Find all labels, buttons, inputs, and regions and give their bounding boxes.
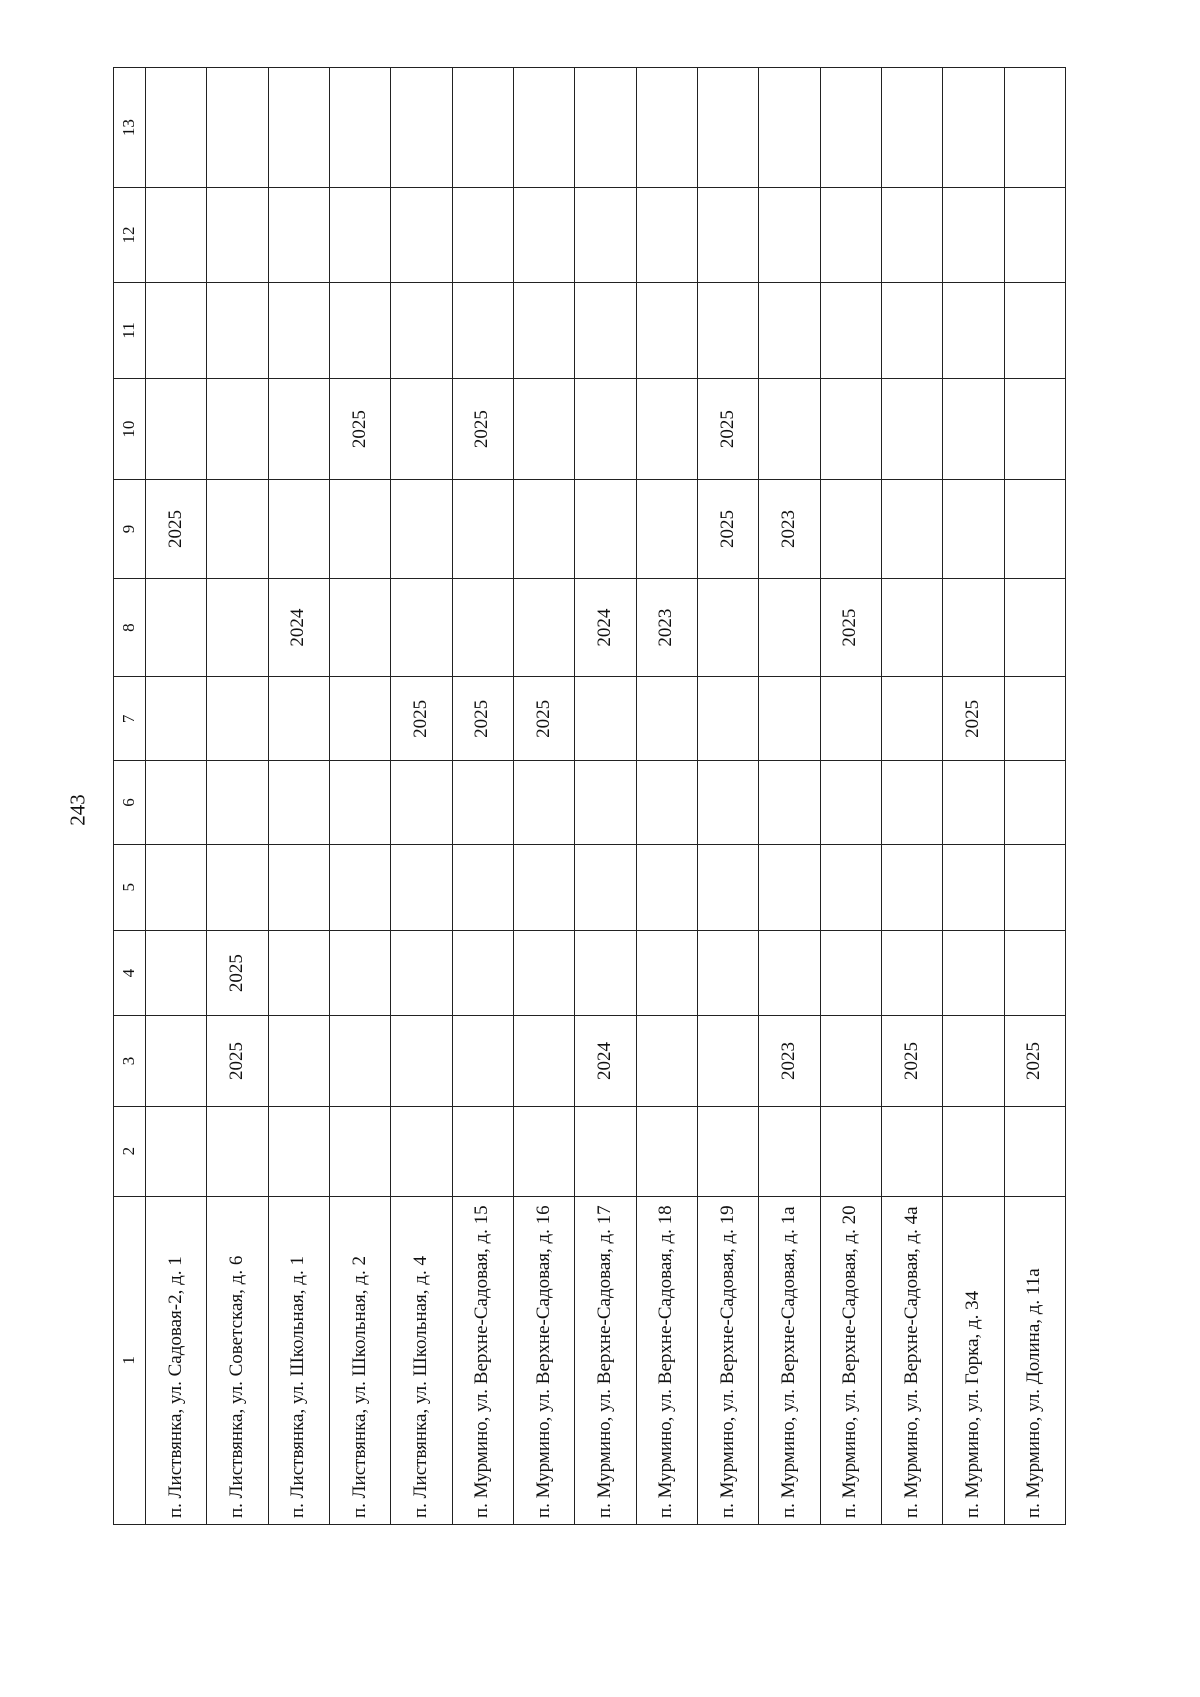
address-cell: п. Мурмино, ул. Верхне-Садовая, д. 19 xyxy=(697,1196,758,1524)
year-cell xyxy=(820,282,881,379)
year-cell xyxy=(207,761,268,845)
year-cell xyxy=(881,68,942,188)
year-cell xyxy=(1004,68,1065,188)
year-cell xyxy=(391,1016,452,1106)
year-cell xyxy=(207,1106,268,1196)
year-cell: 2025 xyxy=(452,379,513,480)
address-cell: п. Мурмино, ул. Долина, д. 11а xyxy=(1004,1196,1065,1524)
year-cell xyxy=(207,68,268,188)
year-cell xyxy=(820,188,881,282)
year-cell xyxy=(207,282,268,379)
year-cell xyxy=(759,761,820,845)
year-cell xyxy=(1004,677,1065,761)
year-cell xyxy=(452,761,513,845)
year-cell xyxy=(759,1106,820,1196)
year-cell xyxy=(759,677,820,761)
year-cell xyxy=(146,379,207,480)
address-cell: п. Листвянка, ул. Советская, д. 6 xyxy=(207,1196,268,1524)
table-row xyxy=(759,68,820,1525)
year-cell xyxy=(575,188,636,282)
year-cell xyxy=(329,1106,390,1196)
year-cell xyxy=(207,844,268,930)
year-cell xyxy=(881,677,942,761)
year-cell: 2025 xyxy=(207,1016,268,1106)
year-cell: 2023 xyxy=(759,480,820,579)
year-cell xyxy=(575,677,636,761)
year-cell xyxy=(697,1016,758,1106)
year-cell xyxy=(697,68,758,188)
year-cell xyxy=(943,282,1004,379)
year-cell xyxy=(268,1106,329,1196)
year-cell xyxy=(1004,1106,1065,1196)
year-cell xyxy=(452,578,513,677)
year-cell xyxy=(636,188,697,282)
year-cell xyxy=(1004,480,1065,579)
year-cell xyxy=(697,930,758,1016)
year-cell xyxy=(268,480,329,579)
year-cell xyxy=(1004,188,1065,282)
year-cell xyxy=(943,578,1004,677)
year-cell xyxy=(268,188,329,282)
year-cell xyxy=(207,379,268,480)
year-cell xyxy=(881,578,942,677)
year-cell xyxy=(452,844,513,930)
year-cell xyxy=(268,930,329,1016)
year-cell xyxy=(513,282,574,379)
year-cell xyxy=(943,480,1004,579)
year-cell: 2025 xyxy=(452,677,513,761)
year-cell xyxy=(268,761,329,845)
year-cell: 2024 xyxy=(268,578,329,677)
year-cell xyxy=(943,844,1004,930)
year-cell xyxy=(820,480,881,579)
year-cell xyxy=(268,1016,329,1106)
year-cell xyxy=(697,578,758,677)
year-cell xyxy=(575,68,636,188)
year-cell xyxy=(513,578,574,677)
year-cell xyxy=(820,677,881,761)
table-row xyxy=(697,68,758,1525)
year-cell xyxy=(820,1016,881,1106)
column-header: 11 xyxy=(114,282,146,379)
table-row xyxy=(636,68,697,1525)
year-cell xyxy=(575,379,636,480)
year-cell xyxy=(207,578,268,677)
table-row xyxy=(391,68,452,1525)
year-cell xyxy=(943,761,1004,845)
year-cell xyxy=(207,188,268,282)
year-cell xyxy=(759,930,820,1016)
year-cell xyxy=(881,379,942,480)
year-cell xyxy=(329,480,390,579)
year-cell: 2024 xyxy=(575,1016,636,1106)
year-cell xyxy=(575,761,636,845)
year-cell xyxy=(452,188,513,282)
year-cell xyxy=(146,68,207,188)
year-cell xyxy=(207,677,268,761)
year-cell xyxy=(146,761,207,845)
year-cell xyxy=(575,480,636,579)
year-cell xyxy=(1004,578,1065,677)
year-cell xyxy=(268,677,329,761)
year-cell xyxy=(820,930,881,1016)
year-cell xyxy=(513,379,574,480)
year-cell xyxy=(452,930,513,1016)
year-cell xyxy=(391,188,452,282)
year-cell xyxy=(146,1016,207,1106)
table-row xyxy=(1004,68,1065,1525)
year-cell xyxy=(391,379,452,480)
year-cell xyxy=(513,844,574,930)
year-cell xyxy=(820,68,881,188)
year-cell xyxy=(636,480,697,579)
year-cell xyxy=(636,930,697,1016)
year-cell xyxy=(636,677,697,761)
year-cell: 2025 xyxy=(146,480,207,579)
year-cell xyxy=(759,188,820,282)
year-cell xyxy=(820,844,881,930)
year-cell xyxy=(881,282,942,379)
year-cell xyxy=(329,282,390,379)
year-cell xyxy=(452,480,513,579)
year-cell: 2025 xyxy=(513,677,574,761)
year-cell xyxy=(943,1016,1004,1106)
year-cell xyxy=(268,379,329,480)
address-cell: п. Листвянка, ул. Школьная, д. 4 xyxy=(391,1196,452,1524)
address-cell: п. Листвянка, ул. Школьная, д. 2 xyxy=(329,1196,390,1524)
table-row xyxy=(268,68,329,1525)
column-header: 7 xyxy=(114,677,146,761)
year-cell xyxy=(146,1106,207,1196)
year-cell xyxy=(329,930,390,1016)
table-row xyxy=(575,68,636,1525)
page-number: 243 xyxy=(65,794,90,826)
year-cell xyxy=(513,1106,574,1196)
year-cell xyxy=(146,677,207,761)
year-cell xyxy=(759,379,820,480)
year-cell xyxy=(943,68,1004,188)
year-cell xyxy=(513,1016,574,1106)
year-cell xyxy=(391,578,452,677)
address-cell: п. Листвянка, ул. Школьная, д. 1 xyxy=(268,1196,329,1524)
year-cell xyxy=(820,761,881,845)
table-row xyxy=(881,68,942,1525)
column-header: 8 xyxy=(114,578,146,677)
year-cell xyxy=(697,844,758,930)
year-cell xyxy=(329,1016,390,1106)
column-header: 2 xyxy=(114,1106,146,1196)
year-cell xyxy=(329,844,390,930)
year-cell xyxy=(636,844,697,930)
year-cell xyxy=(329,68,390,188)
table-row xyxy=(146,68,207,1525)
year-cell xyxy=(452,1106,513,1196)
year-cell xyxy=(268,68,329,188)
address-cell: п. Мурмино, ул. Верхне-Садовая, д. 1а xyxy=(759,1196,820,1524)
year-cell xyxy=(146,844,207,930)
year-cell xyxy=(697,282,758,379)
column-header-row xyxy=(114,68,146,1525)
column-header: 10 xyxy=(114,379,146,480)
year-cell xyxy=(697,761,758,845)
year-cell xyxy=(513,480,574,579)
column-header: 5 xyxy=(114,844,146,930)
year-cell xyxy=(881,188,942,282)
address-cell: п. Мурмино, ул. Верхне-Садовая, д. 16 xyxy=(513,1196,574,1524)
year-cell xyxy=(575,844,636,930)
column-header: 1 xyxy=(114,1196,146,1524)
year-cell xyxy=(1004,379,1065,480)
column-header: 13 xyxy=(114,68,146,188)
year-cell xyxy=(329,761,390,845)
address-cell: п. Мурмино, ул. Горка, д. 34 xyxy=(943,1196,1004,1524)
year-cell xyxy=(391,930,452,1016)
year-cell xyxy=(943,188,1004,282)
year-cell xyxy=(759,68,820,188)
year-cell xyxy=(820,379,881,480)
year-cell: 2025 xyxy=(820,578,881,677)
year-cell: 2023 xyxy=(759,1016,820,1106)
address-cell: п. Мурмино, ул. Верхне-Садовая, д. 20 xyxy=(820,1196,881,1524)
year-cell xyxy=(943,930,1004,1016)
year-cell xyxy=(636,68,697,188)
year-cell xyxy=(636,282,697,379)
schedule-table xyxy=(113,67,1066,1525)
year-cell xyxy=(1004,761,1065,845)
year-cell xyxy=(881,930,942,1016)
year-cell: 2025 xyxy=(207,930,268,1016)
year-cell xyxy=(1004,282,1065,379)
column-header: 3 xyxy=(114,1016,146,1106)
year-cell: 2025 xyxy=(329,379,390,480)
year-cell xyxy=(513,761,574,845)
column-header: 6 xyxy=(114,761,146,845)
year-cell xyxy=(575,282,636,379)
year-cell xyxy=(391,282,452,379)
address-cell: п. Мурмино, ул. Верхне-Садовая, д. 15 xyxy=(452,1196,513,1524)
year-cell xyxy=(452,282,513,379)
year-cell xyxy=(636,1016,697,1106)
year-cell xyxy=(697,1106,758,1196)
year-cell xyxy=(329,188,390,282)
year-cell xyxy=(391,1106,452,1196)
year-cell xyxy=(329,677,390,761)
year-cell: 2025 xyxy=(943,677,1004,761)
year-cell xyxy=(820,1106,881,1196)
schedule-table-wrapper xyxy=(113,67,1066,1525)
year-cell: 2025 xyxy=(391,677,452,761)
year-cell xyxy=(1004,930,1065,1016)
table-row xyxy=(943,68,1004,1525)
year-cell xyxy=(697,188,758,282)
year-cell xyxy=(513,188,574,282)
year-cell xyxy=(146,282,207,379)
year-cell xyxy=(207,480,268,579)
year-cell xyxy=(146,578,207,677)
year-cell xyxy=(575,930,636,1016)
year-cell xyxy=(391,844,452,930)
year-cell xyxy=(697,677,758,761)
year-cell xyxy=(268,844,329,930)
table-row xyxy=(452,68,513,1525)
year-cell xyxy=(146,930,207,1016)
column-header: 9 xyxy=(114,480,146,579)
year-cell xyxy=(391,480,452,579)
year-cell xyxy=(513,930,574,1016)
year-cell xyxy=(391,761,452,845)
year-cell xyxy=(881,1106,942,1196)
year-cell xyxy=(268,282,329,379)
table-row xyxy=(820,68,881,1525)
year-cell xyxy=(452,1016,513,1106)
table-row xyxy=(329,68,390,1525)
year-cell xyxy=(1004,844,1065,930)
year-cell xyxy=(881,480,942,579)
year-cell xyxy=(146,188,207,282)
year-cell: 2024 xyxy=(575,578,636,677)
year-cell xyxy=(452,68,513,188)
address-cell: п. Мурмино, ул. Верхне-Садовая, д. 4а xyxy=(881,1196,942,1524)
year-cell xyxy=(391,68,452,188)
year-cell xyxy=(759,844,820,930)
column-header: 12 xyxy=(114,188,146,282)
year-cell xyxy=(943,379,1004,480)
year-cell xyxy=(759,578,820,677)
year-cell: 2023 xyxy=(636,578,697,677)
table-row xyxy=(207,68,268,1525)
year-cell: 2025 xyxy=(697,480,758,579)
year-cell: 2025 xyxy=(1004,1016,1065,1106)
year-cell xyxy=(575,1106,636,1196)
address-cell: п. Мурмино, ул. Верхне-Садовая, д. 17 xyxy=(575,1196,636,1524)
column-header: 4 xyxy=(114,930,146,1016)
year-cell xyxy=(636,1106,697,1196)
year-cell xyxy=(881,844,942,930)
year-cell xyxy=(943,1106,1004,1196)
year-cell xyxy=(636,761,697,845)
year-cell xyxy=(759,282,820,379)
year-cell: 2025 xyxy=(697,379,758,480)
address-cell: п. Листвянка, ул. Садовая-2, д. 1 xyxy=(146,1196,207,1524)
table-row xyxy=(513,68,574,1525)
year-cell: 2025 xyxy=(881,1016,942,1106)
year-cell xyxy=(636,379,697,480)
address-cell: п. Мурмино, ул. Верхне-Садовая, д. 18 xyxy=(636,1196,697,1524)
year-cell xyxy=(881,761,942,845)
year-cell xyxy=(513,68,574,188)
year-cell xyxy=(329,578,390,677)
